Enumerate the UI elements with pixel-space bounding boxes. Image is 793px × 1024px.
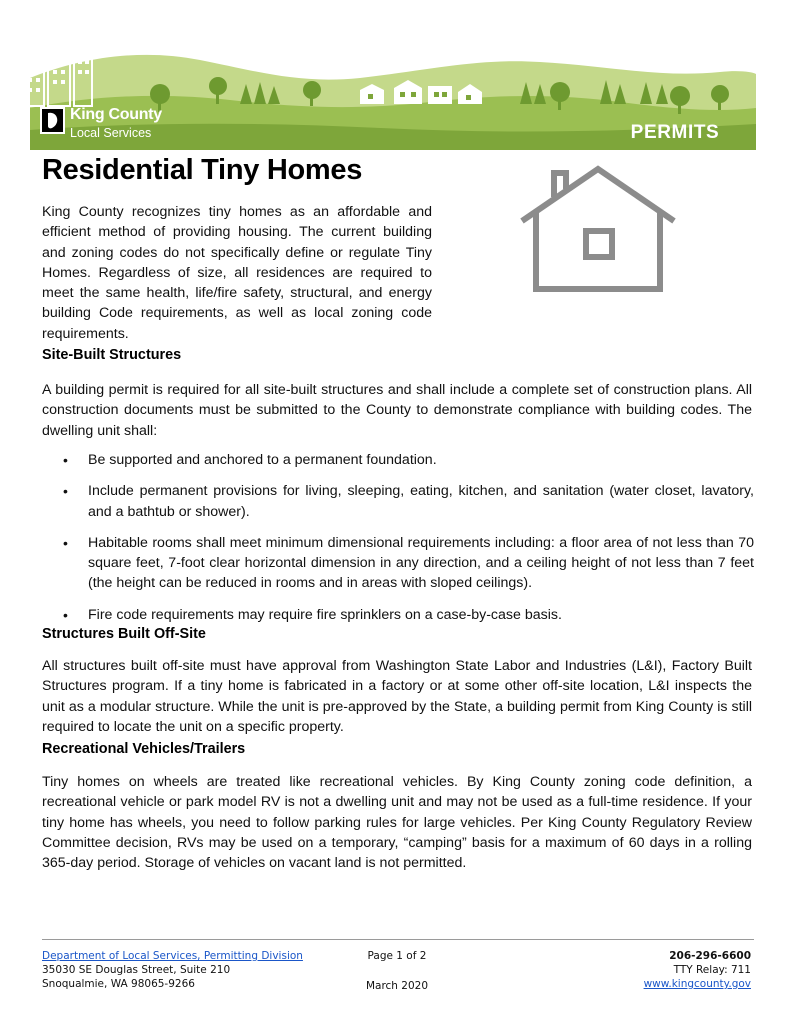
- org-subtitle: Local Services: [70, 126, 152, 140]
- org-name: King County: [70, 106, 162, 123]
- address-line-2: Snoqualmie, WA 98065-9266: [42, 978, 195, 990]
- footer-contact: [644, 949, 751, 991]
- page-title: Residential Tiny Homes: [42, 154, 363, 186]
- page-number: Page 1 of 2: [367, 950, 427, 962]
- list-item: • Include permanent provisions for living, sleeping, eating, kitchen, and sanitation (water closet, lavatory, and a bathtub or shower).: [42, 481, 754, 522]
- department-link[interactable]: Department of Local Services, Permitting Division: [42, 950, 303, 962]
- requirements-list: [42, 450, 754, 636]
- section-heading-rv: Recreational Vehicles/Trailers: [42, 741, 246, 757]
- intro-paragraph: King County recognizes tiny homes as an affordable and efficient method of providing housing. The current building and zoning codes do not specifically define or regulate Tiny Homes. Regardless of size, all residences are required to meet the same health, life/fire safety, structural, and energy building Code requirements, as well as local zoning code requirements.: [42, 204, 432, 342]
- house-outline-icon: [516, 165, 680, 295]
- section-body-site-built: A building permit is required for all site-built structures and shall include a complete set of construction plans. All construction documents must be submitted to the County to demonstrate compliance with building codes. The dwelling unit shall:: [42, 382, 752, 439]
- footer-divider: [42, 939, 754, 940]
- list-item: • Fire code requirements may require fire sprinklers on a case-by-case basis.: [42, 605, 754, 625]
- publish-date: March 2020: [365, 980, 429, 992]
- section-body-off-site: All structures built off-site must have approval from Washington State Labor and Industries (L&I), Factory Built Structures program. If a tiny home is fabricated in a factory or at some other off-site location, L&I inspects the unit as a modular structure. While the unit is pre-approved by the State, a building permit from King County is still required to locate the unit on a specific property.: [42, 658, 752, 735]
- list-item: • Be supported and anchored to a permanent foundation.: [42, 450, 754, 470]
- section-heading-off-site: Structures Built Off-Site: [42, 626, 206, 642]
- phone-number: 206-296-6600: [669, 950, 751, 962]
- section-body-rv: Tiny homes on wheels are treated like recreational vehicles. By King County zoning code definition, a recreational vehicle or park model RV is not a dwelling unit and may not be used as a full-time residence. If your tiny home has wheels, you need to follow parking rules for large vehicles. Per King County Regulatory Review Committee decision, RVs may be used on a temporary, “camping” basis for a maximum of 60 days in a rolling 365-day period. Storage of vehicles on vacant land is not permitted.: [42, 774, 752, 872]
- tty-relay: TTY Relay: 711: [673, 964, 751, 976]
- section-label: PERMITS: [630, 122, 720, 143]
- section-heading-site-built: Site-Built Structures: [42, 347, 182, 363]
- website-link[interactable]: www.kingcounty.gov: [643, 978, 751, 990]
- address-line-1: 35030 SE Douglas Street, Suite 210: [42, 964, 231, 976]
- king-county-logo-icon: [40, 107, 65, 134]
- list-item: • Habitable rooms shall meet minimum dimensional requirements including: a floor area of not less than 70 square feet, 7-foot clear horizontal dimension in any direction, and a ceiling height of not less than 7 feet (the height can be reduced in rooms and in areas with sloped ceilings).: [42, 533, 754, 594]
- footer-address: [42, 949, 303, 991]
